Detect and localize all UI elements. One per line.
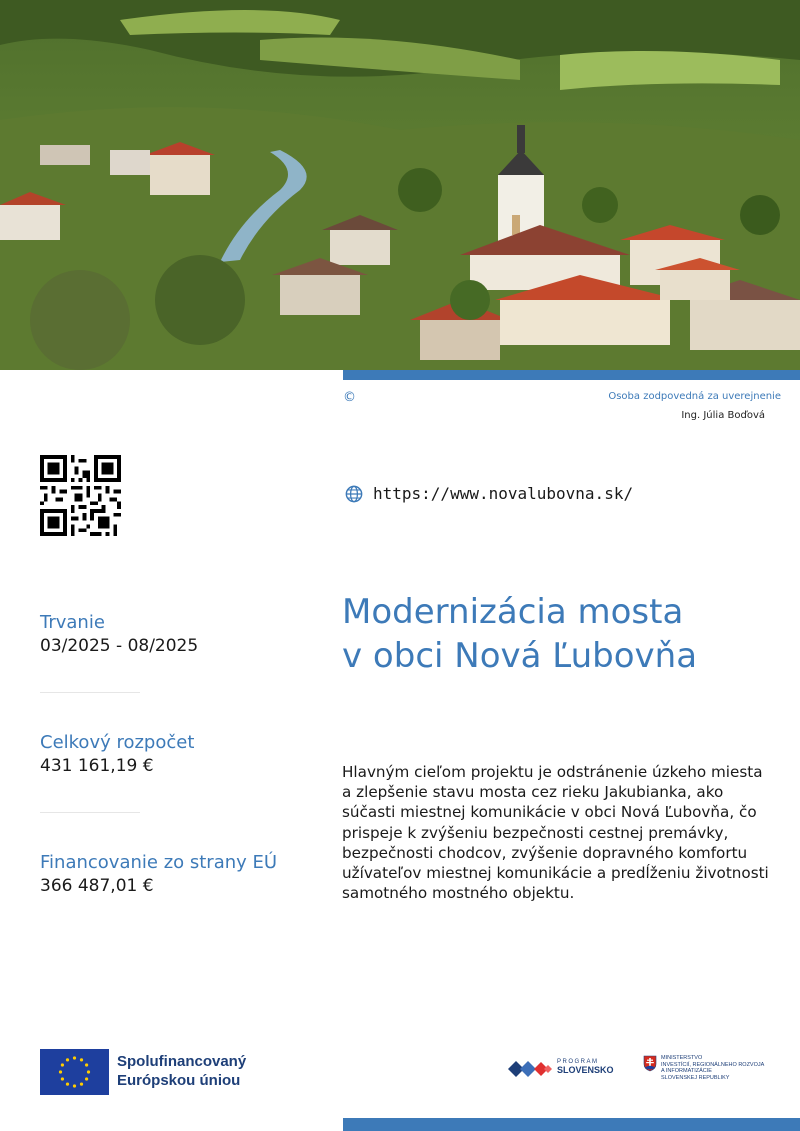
program-slovensko-text [557,1059,614,1075]
ministry-line2: INVESTÍCIÍ, REGIONÁLNEHO ROZVOJA [661,1061,765,1068]
eu-flag-icon [40,1049,109,1095]
accent-bar-bottom [343,1118,800,1131]
project-title [342,590,782,678]
ministry-line4: SLOVENSKEJ REPUBLIKY [661,1074,730,1081]
program-label: PROGRAM [557,1059,599,1065]
duration-value: 03/2025 - 08/2025 [40,636,199,656]
website-row[interactable] [345,484,633,503]
program-name: SLOVENSKO [557,1065,614,1075]
ministry-line3: A INFORMATIZÁCIE [661,1068,712,1074]
copyright-symbol: © [343,390,356,405]
eu-cofunded-line2: Európskou úniou [117,1072,241,1089]
hero-photo [0,0,800,370]
eu-cofunded-text [117,1052,246,1090]
project-title-line2: v obci Nová Ľubovňa [342,636,698,676]
budget-value: 431 161,19 € [40,756,154,776]
ministry-text [661,1055,764,1081]
divider [40,692,140,693]
program-slovensko-logo-icon [506,1057,554,1081]
project-description: Hlavným cieľom projektu je odstránenie úzkeho miesta a zlepšenie stavu mosta cez rieku Jakubianka, ako súčasti miestnej komunikácie v obci Nová Ľubovňa, čo prispeje k zvýšeniu bezpečnosti cestnej premávky, bezpečnosti chodcov, zvýšenie dopravného komfortu užívateľov miestnej komunikácie a predĺženiu životnosti samotného mostného objektu. [342,763,769,903]
globe-icon [345,485,363,503]
accent-bar-top [343,370,800,380]
ministry-line1: MINISTERSTVO [661,1055,703,1061]
qr-code-icon[interactable] [40,455,121,536]
responsible-person-label: Osoba zodpovedná za uverejnenie [608,391,781,402]
village-landscape-image [0,0,800,370]
website-link[interactable]: https://www.novalubovna.sk/ [373,484,634,503]
slovak-coat-of-arms-icon [643,1055,657,1072]
divider [40,812,140,813]
eu-funding-value: 366 487,01 € [40,876,154,896]
budget-label: Celkový rozpočet [40,732,195,753]
project-title-line1: Modernizácia mosta [342,592,684,632]
eu-cofunded-line1: Spolufinancovaný [117,1053,247,1070]
duration-label: Trvanie [40,612,105,633]
eu-funding-label: Financovanie zo strany EÚ [40,852,278,873]
responsible-person-name: Ing. Júlia Boďová [681,410,765,421]
